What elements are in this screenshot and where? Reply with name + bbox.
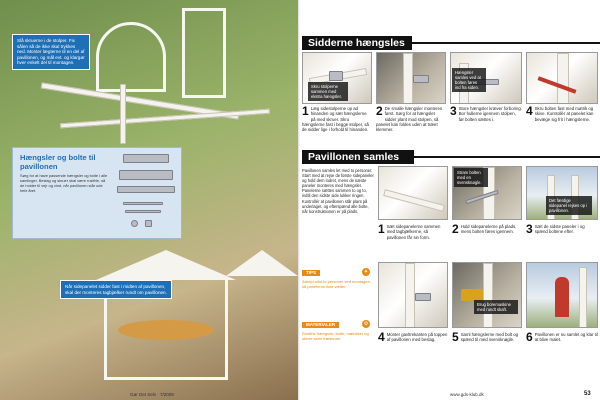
step-top-1 bbox=[302, 106, 372, 132]
pavilion-roof-right bbox=[226, 250, 298, 276]
post-beam bbox=[405, 263, 415, 328]
step-number: 4 bbox=[526, 104, 533, 118]
step-number: 1 bbox=[302, 104, 309, 118]
post-beam bbox=[383, 189, 445, 212]
step-top-3 bbox=[450, 106, 522, 122]
step-top-2 bbox=[376, 106, 446, 132]
panel-beam bbox=[120, 84, 126, 144]
step-number: 5 bbox=[452, 330, 459, 344]
page-number: 53 bbox=[584, 391, 591, 397]
step-number: 3 bbox=[450, 104, 457, 118]
lightbulb-icon: ✦ bbox=[363, 269, 369, 275]
hinges-info-box bbox=[12, 147, 182, 239]
hinges-box-title: Hængsler og bolte til pavillonen bbox=[20, 153, 96, 171]
step2c-photo-caption: Stram bolten med en svensknøgle. bbox=[454, 168, 488, 187]
step-number: 4 bbox=[378, 330, 385, 344]
assembly-photo-6 bbox=[526, 262, 598, 328]
post-beam bbox=[483, 263, 493, 328]
section-rule bbox=[412, 42, 600, 44]
hinge-icon bbox=[415, 293, 431, 301]
assembly-photo-5 bbox=[452, 262, 522, 328]
step-text: Sæt sidepanelerne sammen med tagbjælkerne, så pavillonen får sin form. bbox=[386, 224, 441, 240]
hinge-icon bbox=[329, 71, 343, 81]
step2-photo bbox=[376, 52, 446, 104]
washer-icon bbox=[131, 220, 138, 227]
nut-icon bbox=[145, 220, 152, 227]
step4-photo bbox=[526, 52, 598, 104]
step3-photo-caption: Hængsler samles ved at bolten føres ind fra siden. bbox=[452, 68, 486, 92]
step-mid-3 bbox=[526, 224, 598, 235]
step1-photo-caption: Skru stolperne sammen med ekstra hængsler. bbox=[308, 82, 348, 101]
step-number: 2 bbox=[376, 104, 383, 118]
assembly-photo-1 bbox=[378, 166, 448, 220]
section-title-hinges: Sidderne hængsles bbox=[302, 36, 412, 50]
section-title-assembly: Pavillonen samles bbox=[302, 150, 414, 164]
pavilion-table bbox=[118, 320, 214, 340]
assembly-photo-4 bbox=[378, 262, 448, 328]
trellis-arch bbox=[96, 22, 166, 92]
strap-hinge-icon bbox=[117, 186, 175, 193]
step-text: Hold sidepanelerne på plads, mens bolten føres igennem. bbox=[460, 224, 517, 235]
step-bottom-4 bbox=[378, 332, 448, 343]
step-text: De smalle hængsler monteres først. Sørg for at hængslet sidder plant mod stolpen, så panelet kan foldes uden at træet klemmer. bbox=[376, 106, 443, 133]
step-number: 1 bbox=[378, 222, 385, 236]
hinge-icon bbox=[413, 75, 429, 83]
step-text: Skru bolten fast med møtrik og skive. Kontrollér at panelet kan bevæge sig frit i hængslerne. bbox=[534, 106, 594, 122]
materials-text: Rustfrie hængsler, bolte, møtrikker og skiver samt træskruer. bbox=[302, 331, 369, 341]
step-bottom-6 bbox=[526, 332, 598, 343]
post-beam bbox=[557, 53, 569, 104]
bolt-icon bbox=[125, 210, 161, 213]
left-folio: Gør Det Selv · 7/2009 bbox=[130, 392, 174, 397]
pavilion-roof bbox=[96, 250, 236, 280]
step-text: Læg sidestolperne op ad hinanden og sæt hængslerne på med skruer. Skru hængslerne fast i begge stolper, så de sidder lige i forhold til hinanden. bbox=[302, 106, 369, 133]
tips-text: Arbejd altid to personer ved montagen, så panelerne ikke vælter. bbox=[302, 279, 371, 289]
step-mid-1 bbox=[378, 224, 448, 240]
screw-icon: ⚙ bbox=[363, 321, 369, 327]
materials-label: MATERIALER bbox=[302, 322, 339, 328]
right-page bbox=[300, 0, 600, 400]
post-beam bbox=[403, 53, 413, 104]
assembly-body-text: Pavillonen samles let med to personer. Start med at rejse de første sidepaneler og hold dem lodret, mens de næste paneler monteres med hængsler. Panelerne sættes sammen to og to, indtil den sidste side lukker ringen. Kontrollér at pavillonen står plant på underlaget, og efterspænd alle bolte, når konstruktionen er på plads. bbox=[302, 168, 374, 214]
step-text: Pavillonen er nu samlet og klar til at blive malet. bbox=[534, 332, 598, 343]
hinge-icon bbox=[119, 170, 173, 180]
trellis-frame bbox=[182, 8, 226, 98]
hero-caption: Slå skruerne i de stolper. Fix sålen så de ikke skal trykkes ned. Monter lægterne til en del af pavillonen, og mål evt. og klargør hver enkelt del til montagen. bbox=[12, 34, 90, 70]
step-top-4 bbox=[526, 106, 598, 122]
step-number: 3 bbox=[526, 222, 533, 236]
step-text: Store hængsler kræver forboring. Bor hullerne igennem stolpen, før bolten sættes i. bbox=[458, 106, 522, 122]
hinges-box-text: Sørg for at have passende hængsler og bolte i alle samlinger. Beslag og skruer skal være rustfrie, så de holder til vejr og vind, når pavillonen står ude hele året. bbox=[20, 173, 108, 193]
post-beam bbox=[579, 267, 587, 328]
right-folio: www.gds-klub.dk bbox=[450, 392, 484, 397]
hinge-icon bbox=[123, 154, 169, 163]
step-text: Monter gavltrekanten på toppen af pavillonen med beslag. bbox=[386, 332, 448, 343]
step-bottom-5 bbox=[452, 332, 522, 343]
step6-photo-caption: Det færdige sidepanel rejses op i pavillonen. bbox=[546, 196, 592, 215]
bottom-caption: Når sidepanelet sidder fast i midten af pavillonen, skal der monteres tagbjælker rundt om pavillonen. bbox=[60, 280, 172, 299]
step-number: 2 bbox=[452, 222, 459, 236]
step-number: 6 bbox=[526, 330, 533, 344]
step-text: Saml hængslerne med bolt og spænd til med svensknøgle. bbox=[460, 332, 519, 343]
step-mid-2 bbox=[452, 224, 522, 235]
step-text: Sæt de sidste paneler i og spænd boltene efter. bbox=[534, 224, 585, 235]
bolt-icon bbox=[123, 202, 163, 205]
person-figure bbox=[555, 277, 569, 317]
tips-label: TIPS bbox=[302, 270, 320, 276]
step5-photo-caption: Brug boremaskine med rundt skaft. bbox=[474, 300, 518, 314]
section-rule bbox=[414, 156, 600, 158]
